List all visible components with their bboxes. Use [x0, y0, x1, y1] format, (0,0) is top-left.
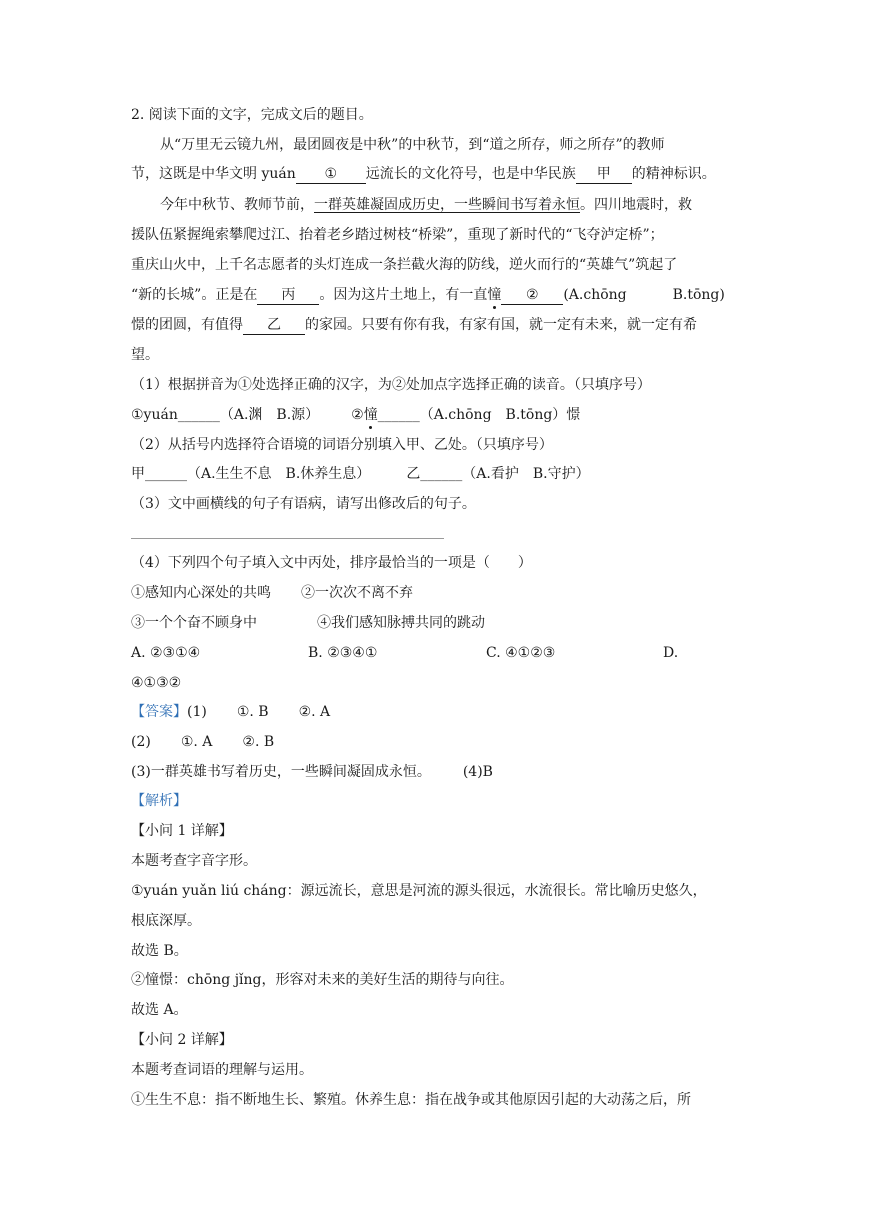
passage-text: 。因为这片土地上，有一直 [319, 287, 488, 303]
answer-text: ①. A [180, 734, 213, 750]
subquestion-1: （1）根据拼音为①处选择正确的汉字，为②处加点字选择正确的读音。（只填序号） [131, 377, 651, 393]
passage-text: (A.chōng [563, 287, 627, 303]
choice-a: A. ②③①④ [131, 645, 201, 661]
answer-row-3 [131, 761, 493, 783]
answer-text: (4)B [462, 764, 493, 780]
answer-label: 【答案】 [131, 704, 187, 720]
option-text: ①yuán______（A.渊 B.源） [131, 407, 320, 423]
option-text: 甲______（A.生生不息 B.休养生息） [131, 466, 371, 482]
choice-d-continued: ④①③② [131, 675, 182, 691]
option-text: ______（A.chōng B.tōng）憬 [377, 407, 581, 423]
analysis-text: 本题考查词语的理解与运用。 [131, 1062, 313, 1078]
option-text: 乙______（A.看护 B.守护） [406, 466, 590, 482]
subquestion-3: （3）文中画横线的句子有语病，请写出修改后的句子。 [131, 496, 476, 512]
passage-line [131, 284, 725, 306]
subquestion-2: （2）从括号内选择符合语境的词语分别填入甲、乙处。（只填序号） [131, 437, 553, 453]
passage-line: 望。 [131, 347, 159, 363]
answer-row-1 [131, 701, 330, 723]
passage-line [131, 314, 697, 336]
dotted-char: 憧 [487, 284, 501, 306]
passage-line: 从“万里无云镜九州，最团圆夜是中秋”的中秋节，到“道之所存，师之所存”的教师 [160, 137, 665, 153]
dotted-char: 憧 [364, 404, 378, 426]
option-text: ② [351, 407, 364, 423]
analysis-label: 【解析】 [131, 793, 187, 809]
analysis-text: ②憧憬：chōng jǐng，形容对未来的美好生活的期待与向往。 [131, 972, 514, 988]
answer-row-2 [131, 731, 274, 753]
passage-text: 的家园。只要有你有我，有家有国，就一定有未来，就一定有希 [305, 317, 697, 333]
blank-2: ② [501, 286, 563, 305]
sentence-option: ①感知内心深处的共鸣 [131, 585, 271, 601]
sentence-option: ③一个个奋不顾身中 [131, 615, 257, 631]
analysis-text: 本题考查字音字形。 [131, 853, 257, 869]
subquestion-4: （4）下列四个句子填入文中丙处，排序最恰当的一项是（ ） [131, 555, 532, 571]
passage-line [131, 163, 716, 185]
question-heading: 2. 阅读下面的文字，完成文后的题目。 [131, 107, 373, 123]
blank-yi: 乙 [243, 316, 305, 335]
passage-text: 。四川地震时，救 [580, 197, 692, 213]
passage-line [160, 194, 692, 216]
sentence-option: ④我们感知脉搏共同的跳动 [317, 615, 485, 631]
answer-text: (2) [131, 734, 151, 750]
answer-line [131, 538, 444, 539]
passage-text: 节，这既是中华文明 yuán [131, 166, 296, 182]
choice-c: C. ④①②③ [486, 645, 556, 661]
subquestion-1-options [131, 404, 580, 426]
section-title: 【小问 1 详解】 [131, 823, 233, 839]
sentence-options-row [131, 582, 413, 604]
analysis-text: ①yuán yuǎn liú cháng：源远流长，意思是河流的源头很远，水流很长。常比喻历史悠久， [131, 883, 707, 899]
choice-b: B. ②③④① [308, 645, 378, 661]
answer-text: ①. B [236, 704, 269, 720]
answer-text: ②. B [242, 734, 275, 750]
passage-text: 憬的团圆，有值得 [131, 317, 243, 333]
passage-text: B.tōng) [672, 287, 725, 303]
passage-text: “新的长城”。正是在 [131, 287, 258, 303]
passage-text: 的精神标识。 [631, 166, 716, 182]
blank-jia: 甲 [576, 165, 632, 184]
choice-row [131, 642, 739, 664]
sentence-option: ②一次次不离不弃 [301, 585, 413, 601]
analysis-text: ①生生不息：指不断地生长、繁殖。休养生息：指在战争或其他原因引起的大动荡之后，所 [131, 1092, 691, 1108]
analysis-text: 根底深厚。 [131, 913, 201, 929]
blank-bing: 丙 [257, 286, 319, 305]
section-title: 【小问 2 详解】 [131, 1032, 233, 1048]
passage-text: 今年中秋节、教师节前， [160, 197, 314, 213]
sentence-options-row [131, 612, 485, 634]
choice-d: D. [663, 645, 679, 661]
answer-text: (3)一群英雄书写着历史，一些瞬间凝固成永恒。 [131, 764, 431, 780]
underlined-sentence: 一群英雄凝固成历史，一些瞬间书写着永恒 [314, 197, 580, 213]
analysis-text: 故选 A。 [131, 1002, 188, 1018]
passage-line: 援队伍紧握绳索攀爬过江、抬着老乡踏过树枝“桥梁”，重现了新时代的“飞夺泸定桥”； [131, 227, 664, 243]
passage-line: 重庆山火中，上千名志愿者的头灯连成一条拦截火海的防线，逆火而行的“英雄气”筑起了 [131, 257, 678, 273]
passage-text: 远流长的文化符号，也是中华民族 [365, 166, 576, 182]
analysis-text: 故选 B。 [131, 943, 188, 959]
subquestion-2-options [131, 463, 590, 485]
answer-text: (1) [187, 704, 207, 720]
blank-1: ① [296, 165, 366, 184]
answer-text: ②. A [298, 704, 331, 720]
